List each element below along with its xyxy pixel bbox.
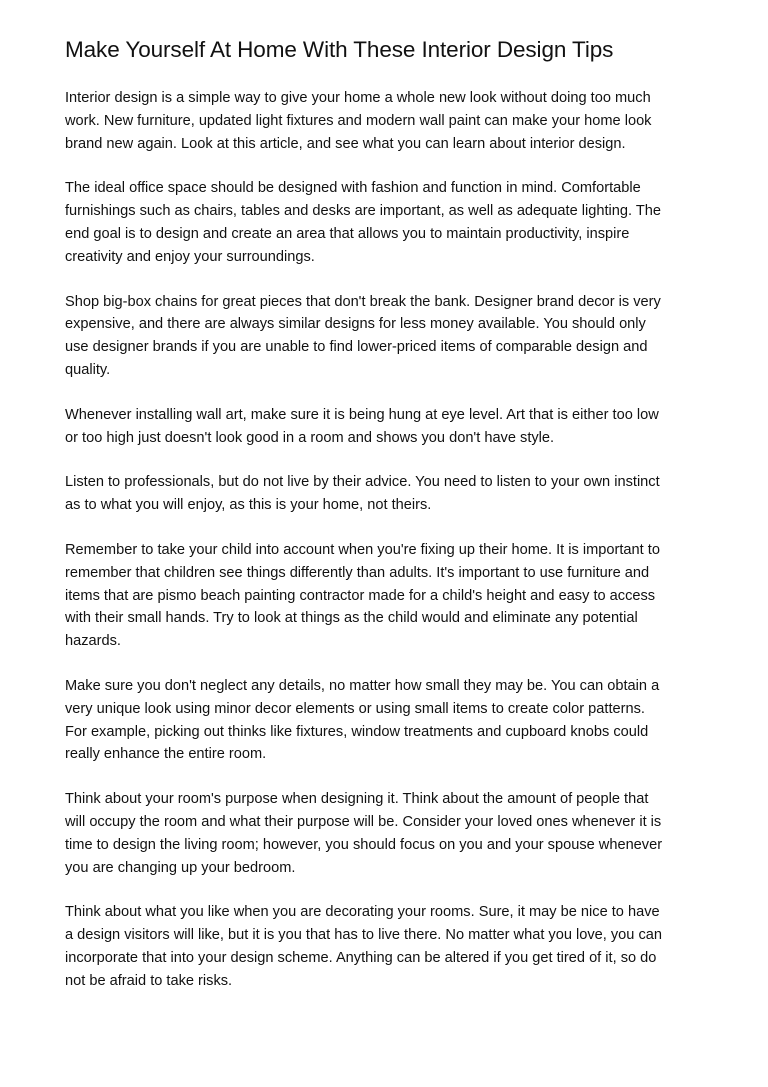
paragraph-line: use designer brands if you are unable to find lower-priced items of comparable design and (65, 339, 648, 356)
paragraph-line: with their small hands. Try to look at things as the child would and eliminate any potential (65, 610, 638, 627)
paragraph-line: you are changing up your bedroom. (65, 859, 296, 876)
paragraph-line: Listen to professionals, but do not live by their advice. You need to listen to your own instinct (65, 474, 660, 491)
body-paragraph (65, 87, 705, 155)
paragraph-line: time to design the living room; however, you should focus on you and your spouse whenever (65, 836, 663, 853)
paragraph-line: Make sure you don't neglect any details, no matter how small they may be. You can obtain a (65, 677, 660, 694)
body-paragraph (65, 901, 705, 992)
paragraph-line: really enhance the entire room. (65, 746, 267, 763)
paragraph-line: not be afraid to take risks. (65, 972, 233, 989)
body-paragraph (65, 404, 705, 450)
paragraph-line: Think about your room's purpose when designing it. Think about the amount of people that (65, 791, 649, 808)
paragraph-line: items that are pismo beach painting contractor made for a child's height and easy to access (65, 587, 656, 604)
paragraph-line: quality. (65, 361, 111, 378)
paragraph-line: furnishings such as chairs, tables and desks are important, as well as adequate lighting. The (65, 203, 661, 220)
body-paragraph (65, 177, 705, 268)
paragraph-line: very unique look using minor decor elements or using small items to create color patterns. (65, 700, 645, 717)
paragraph-line: The ideal office space should be designed with fashion and function in mind. Comfortable (65, 180, 641, 197)
paragraph-line: hazards. (65, 633, 121, 650)
paragraph-line: Interior design is a simple way to give your home a whole new look without doing too much (65, 90, 651, 106)
paragraph-line: Think about what you like when you are decorating your rooms. Sure, it may be nice to have (65, 904, 660, 921)
body-paragraph (65, 788, 705, 879)
paragraph-line: creativity and enjoy your surroundings. (65, 248, 315, 265)
paragraph-line: work. New furniture, updated light fixtures and modern wall paint can make your home look (65, 112, 652, 129)
paragraph-line: will occupy the room and what their purpose will be. Consider your loved ones whenever it is (65, 813, 662, 830)
paragraph-line: expensive, and there are always similar designs for less money available. You should only (65, 316, 646, 333)
paragraph-line: end goal is to design and create an area that allows you to maintain productivity, inspire (65, 225, 630, 242)
paragraph-line: incorporate that into your design scheme. Anything can be altered if you get tired of it, so do (65, 949, 657, 966)
paragraph-line: For example, picking out thinks like fixtures, window treatments and cupboard knobs could (65, 723, 649, 740)
paragraph-line: remember that children see things differently than adults. It's important to use furniture and (65, 564, 650, 581)
paragraph-line: as to what you will enjoy, as this is your home, not theirs. (65, 497, 432, 514)
body-paragraph (65, 539, 705, 653)
paragraph-line: Whenever installing wall art, make sure it is being hung at eye level. Art that is either too low (65, 406, 659, 423)
paragraph-line: Remember to take your child into account when you're fixing up their home. It is important to (65, 541, 660, 558)
body-paragraph (65, 291, 705, 382)
body-paragraph (65, 675, 705, 766)
paragraph-line: brand new again. Look at this article, and see what you can learn about interior design. (65, 135, 626, 152)
paragraph-line: Shop big-box chains for great pieces that don't break the bank. Designer brand decor is very (65, 293, 661, 310)
body-paragraph (65, 471, 705, 517)
paragraph-line: a design visitors will like, but it is you that has to live there. No matter what you love, you can (65, 927, 663, 944)
document-body (65, 87, 705, 1015)
paragraph-line: or too high just doesn't look good in a room and shows you don't have style. (65, 429, 555, 446)
document-title: Make Yourself At Home With These Interior Design Tips (65, 37, 614, 62)
